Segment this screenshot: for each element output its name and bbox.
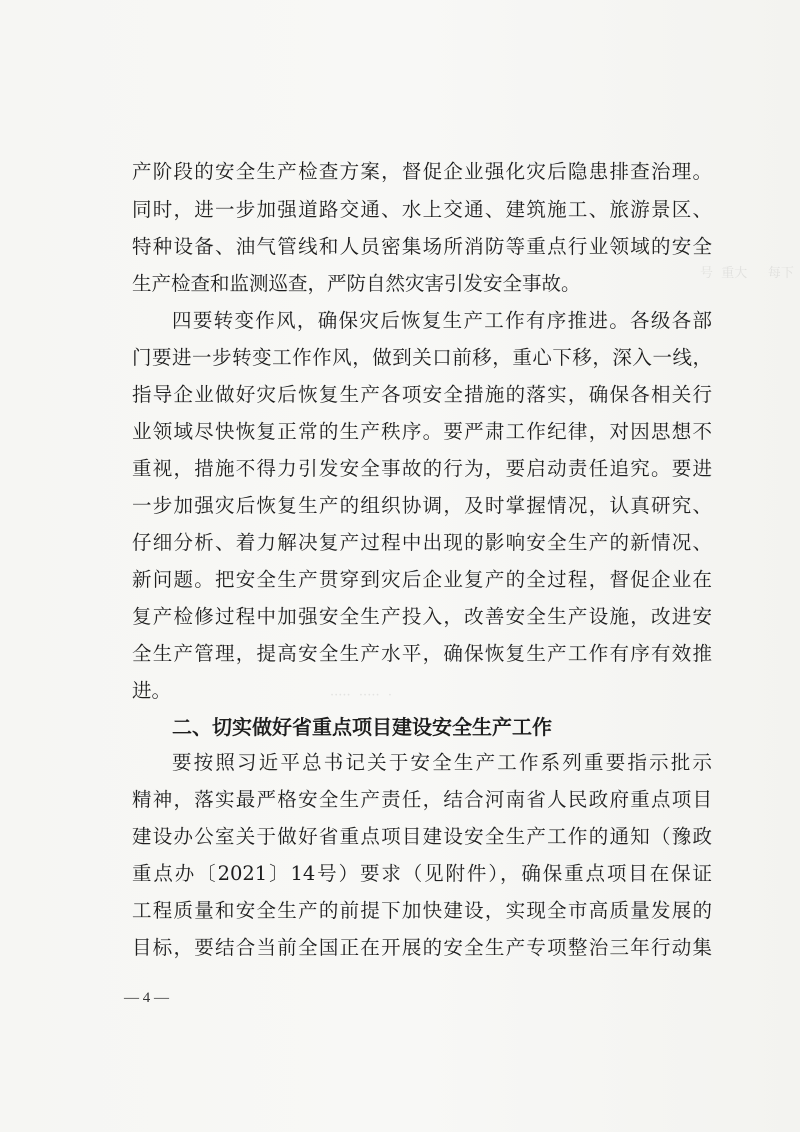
body-line: 新问题。把安全生产贯穿到灾后企业复产的全过程，督促企业在	[132, 568, 712, 591]
bleed-through-mark: 号 重大 每下	[700, 266, 794, 281]
body-line: 指导企业做好灾后恢复生产各项安全措施的落实，确保各相关行	[132, 383, 712, 406]
body-line: 全生产管理，提高安全生产水平，确保恢复生产工作有序有效推	[132, 642, 712, 665]
body-line: 工程质量和安全生产的前提下加快建设，实现全市高质量发展的	[132, 899, 712, 922]
page-number: — 4 —	[124, 990, 169, 1006]
body-line: 重视，措施不得力引发安全事故的行为，要启动责任追究。要进	[132, 457, 712, 480]
body-line: 四要转变作风，确保灾后恢复生产工作有序推进。各级各部	[172, 309, 712, 332]
body-line: 产阶段的安全生产检查方案，督促企业强化灾后隐患排查治理。	[132, 160, 712, 183]
bleed-through-mark: ····· ····· ·	[330, 688, 392, 703]
body-line: 业领域尽快恢复正常的生产秩序。要严肃工作纪律，对因思想不	[132, 420, 712, 443]
body-line: 复产检修过程中加强安全生产投入，改善安全生产设施，改进安	[132, 605, 712, 628]
body-line: 生产检查和监测巡查，严防自然灾害引发安全事故。	[132, 272, 581, 295]
body-line: 仔细分析、着力解决复产过程中出现的影响安全生产的新情况、	[132, 531, 712, 554]
body-line: 重点办〔2021〕14号）要求（见附件），确保重点项目在保证	[132, 862, 712, 885]
body-line: 同时，进一步加强道路交通、水上交通、建筑施工、旅游景区、	[132, 198, 712, 221]
body-line: 建设办公室关于做好省重点项目建设安全生产工作的通知（豫政	[132, 825, 712, 848]
body-line: 要按照习近平总书记关于安全生产工作系列重要指示批示	[172, 751, 712, 774]
body-line: 特种设备、油气管线和人员密集场所消防等重点行业领域的安全	[132, 235, 712, 258]
body-line: 精神，落实最严格安全生产责任，结合河南省人民政府重点项目	[132, 788, 712, 811]
body-line: 门要进一步转变工作作风，做到关口前移，重心下移，深入一线，	[132, 346, 712, 369]
section-heading: 二、切实做好省重点项目建设安全生产工作	[172, 715, 552, 739]
body-line: 一步加强灾后恢复生产的组织协调，及时掌握情况，认真研究、	[132, 494, 712, 517]
body-line: 进。	[132, 679, 172, 702]
body-line: 目标，要结合当前全国正在开展的安全生产专项整治三年行动集	[132, 936, 712, 959]
